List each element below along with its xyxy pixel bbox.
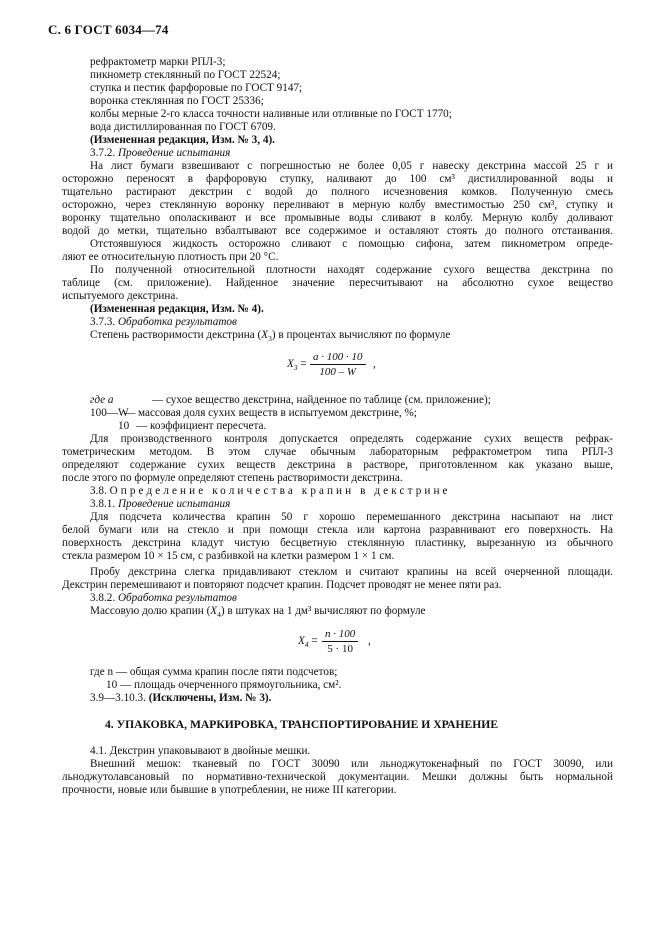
paragraph-line: белой бумаги или на стекло и при помощи стекла или картона разравнивают его поверхность. На	[62, 524, 613, 536]
paragraph-line: поверхность декстрина кладут чистую бесцветную стеклянную пластинку, вырезанную из обычного	[62, 537, 613, 549]
list-item: рефрактометр марки РПЛ-3;	[90, 56, 226, 68]
formula-tail: ,	[373, 358, 376, 370]
excluded-note: 3.9—3.10.3. (Исключены, Изм. № 3).	[90, 692, 272, 704]
paragraph-line: испытуемого декстрина.	[62, 290, 179, 302]
paragraph-line: ляют ее относительную плотность при 20 °С.	[62, 251, 279, 263]
list-item: ступка и пестик фарфоровые по ГОСТ 9147;	[90, 82, 303, 94]
paragraph-line: определяют содержание сухих веществ декстрина в растворе, приготовленном как указано выше,	[62, 459, 613, 471]
where-item: где n — общая сумма крапин после пяти подсчетов;	[90, 666, 338, 678]
paragraph-line: Декстрин перемешивают и повторяют подсчет крапин. Подсчет проводят не менее пяти раз.	[62, 579, 502, 591]
where-item: где a — сухое вещество декстрина, найденное по таблице (см. приложение);	[90, 394, 491, 406]
paragraph-line: водой до метки, тщательно взбалтывают все содержимое и оставляют стоять до полного отстаивания.	[62, 225, 613, 237]
amendment-note: (Измененная редакция, Изм. № 3, 4).	[90, 134, 275, 146]
paragraph-line: осторожно переносят в фарфоровую ступку, наливают до 100 см³ дистиллированной воды и	[62, 173, 613, 185]
list-item: вода дистиллированная по ГОСТ 6709.	[90, 121, 276, 133]
paragraph-line: Для подсчета количества крапин 50 г хорошо перемешанного декстрина насыпают на лист	[90, 511, 613, 523]
paragraph-line: стекла размером 10 × 15 см, с разбивкой на клетки размером 1 × 1 см.	[62, 550, 395, 562]
paragraph-line: воронку тщательно ополаскивают и все промывные воды сливают в колбу. Мерную колбу доливают	[62, 212, 613, 224]
fraction-numerator: a · 100 · 10	[313, 351, 363, 363]
subsection-title: Обработка результатов	[117, 316, 237, 328]
paragraph-line: тометрическим методом. В этом случае обычным лабораторным рефрактометром типа РПЛ-3	[62, 446, 613, 458]
list-item: колбы мерные 2-го класса точности наливные или отливные по ГОСТ 1770;	[90, 108, 452, 120]
subsection-heading	[90, 316, 237, 329]
paragraph-line: Для производственного контроля допускается определять содержание сухих веществ рефрак-	[90, 433, 613, 445]
fraction-denominator: 100 – W	[319, 366, 357, 378]
page-header: С. 6 ГОСТ 6034—74	[48, 22, 169, 37]
section-title: Определение количества крапин в декстрине	[109, 485, 451, 497]
formula-fraction	[322, 628, 358, 655]
section-heading: 3.8. Определение количества крапин в декстрине	[90, 485, 451, 497]
paragraph-line: прочности, новые или бывшие в употреблении, не ниже III категории.	[62, 784, 397, 796]
list-item: пикнометр стеклянный по ГОСТ 22524;	[90, 69, 281, 81]
paragraph-line: после этого по формуле определяют степень растворимости декстрина.	[62, 472, 403, 484]
formula-lhs: $X_3$ =	[287, 358, 307, 373]
subsection-heading: 3.8.1. Проведение испытания	[90, 498, 231, 510]
subsection-number: 3.7.2.	[90, 147, 116, 159]
paragraph-line: Отстоявшуюся жидкость осторожно сливают с помощью сифона, затем пикнометром опреде-	[90, 238, 613, 250]
where-item: 10 — площадь очерченного прямоугольника, см².	[106, 679, 342, 691]
paragraph-line: По полученной относительной плотности находят содержание сухого вещества декстрина по	[90, 264, 613, 276]
subsection-number: 3.7.3.	[90, 316, 116, 328]
paragraph-line: льноджутолавсановый по нормативно-технической документации. Мешки должны быть нормальной	[62, 771, 613, 783]
paragraph-line: Внешний мешок: тканевый по ГОСТ 30090 или льноджутокенафный по ГОСТ 30090, или	[90, 758, 613, 770]
paragraph-line: Степень растворимости декстрина $(X_3)$ в процентах вычисляют по формуле	[90, 329, 451, 344]
section-4-title: 4. УПАКОВКА, МАРКИРОВКА, ТРАНСПОРТИРОВАНИЕ И ХРАНЕНИЕ	[105, 718, 499, 731]
subsection-title: Проведение испытания	[117, 147, 231, 159]
paragraph-line: таблице (см. приложение). Найденное значение пересчитывают на абсолютно сухое вещество	[62, 277, 613, 289]
fraction-numerator: n · 100	[325, 628, 356, 640]
amendment-note: (Измененная редакция, Изм. № 4).	[90, 303, 264, 315]
paragraph-line: Массовую долю крапин $(X_4)$ в штуках на 1 дм³ вычисляют по формуле	[90, 605, 426, 620]
subsection-heading	[90, 147, 230, 160]
subsection-heading: 3.8.2. Обработка результатов	[90, 592, 237, 604]
formula-lhs: $X_4$ =	[298, 635, 318, 650]
paragraph-line: 4.1. Декстрин упаковывают в двойные мешки.	[90, 745, 311, 757]
paragraph-line: осторожно, через стеклянную воронку переливают в мерную колбу вместимостью 250 см³, ступку и	[62, 199, 613, 211]
formula-fraction	[310, 351, 366, 378]
paragraph-line: тщательно растирают декстрин с водой до полного исчезновения комков. Полученную смесь	[62, 186, 613, 198]
where-item: 10 — коэффициент пересчета.	[118, 420, 267, 432]
paragraph-line: Пробу декстрина слегка придавливают стеклом и считают крапины на всей очерченной площади.	[90, 566, 613, 578]
formula-tail: ,	[368, 635, 371, 647]
where-item: 100—W— массовая доля сухих веществ в испытуемом декстрине, %;	[90, 407, 417, 419]
fraction-denominator: 5 · 10	[327, 643, 353, 655]
list-item: воронка стеклянная по ГОСТ 25336;	[90, 95, 264, 107]
paragraph-line: На лист бумаги взвешивают с погрешностью не более 0,05 г навеску декстрина массой 25 г и	[90, 160, 613, 172]
